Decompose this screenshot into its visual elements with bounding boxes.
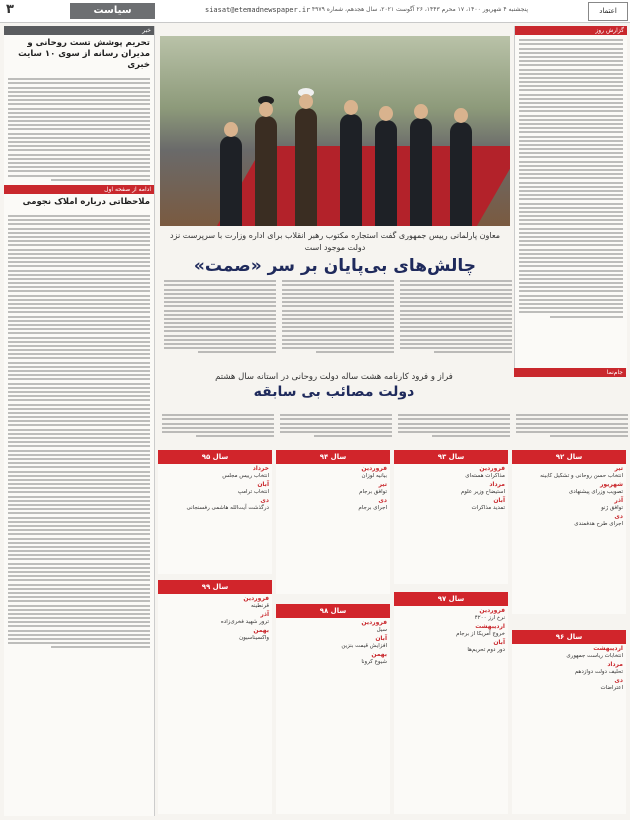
year-month: آبان (493, 639, 505, 646)
lead-body-col (160, 276, 280, 368)
year-header: سال ۹۹ (158, 580, 272, 594)
year-item: بیانیه لوزان (361, 473, 387, 479)
left-story2-title: ملاحظاتی درباره املاک نجومی (22, 196, 150, 207)
band-title: دولت مصائب بی سابقه (253, 384, 415, 400)
date-line: پنجشنبه ۴ شهریور ۱۴۰۰، ۱۷ محرم ۱۴۴۳، ۲۶ آگوست ۲۰۲۱، سال هجدهم، شماره ۴۹۷۹ (311, 6, 529, 13)
newspaper-logo: اعتماد (588, 2, 628, 21)
left-tag-continued: ادامه از صفحه اول (4, 185, 154, 194)
right-column (514, 26, 627, 368)
band-kicker: فراز و فرود کارنامه هشت ساله دولت روحانی در استانه سال هشتم (215, 372, 453, 382)
year-month: دی (614, 677, 623, 684)
intro-col (394, 410, 514, 446)
photo-figure (340, 114, 362, 226)
band-headline (158, 372, 510, 402)
page-header (0, 0, 630, 23)
year-month: فروردین (479, 465, 505, 472)
band-tag: جام‌نما (514, 368, 626, 377)
year-item: قرنطینه (251, 603, 269, 609)
intro-col (276, 410, 396, 446)
lead-headline (160, 230, 510, 278)
intro-col (512, 410, 630, 446)
lead-body-col (396, 276, 516, 368)
year-item: سیل (376, 627, 387, 633)
year-header: سال ۹۵ (158, 450, 272, 464)
photo-figure (295, 108, 317, 226)
year-item: توافق برجام (359, 489, 387, 495)
year-item: اعتراضات (600, 685, 623, 691)
year-month: اردیبهشت (593, 645, 623, 652)
year-month: فروردین (479, 607, 505, 614)
band-intro (158, 410, 626, 442)
year-header: سال ۹۷ (394, 592, 508, 606)
page-number: ۳ (6, 2, 14, 17)
lead-photo (160, 36, 510, 226)
year-item: تحلیف دولت دوازدهم (574, 669, 623, 675)
section-email: siasat@etemadnewspaper.ir (205, 6, 311, 14)
year-item: استیضاح وزیر علوم (460, 489, 505, 495)
year-item: انتخاب ترامپ (237, 489, 269, 495)
year-header: سال ۹۳ (394, 450, 508, 464)
year-month: شهریور (599, 481, 623, 488)
year-month: فروردین (243, 595, 269, 602)
year-month: آبان (257, 481, 269, 488)
photo-figure (375, 120, 397, 226)
lead-body (160, 276, 510, 364)
year-item: تصویب وزرای پیشنهادی (568, 489, 623, 495)
year-month: خرداد (252, 465, 269, 472)
year-header: سال ۹۶ (512, 630, 626, 644)
year-item: درگذشت آیت‌الله هاشمی رفسنجانی (186, 505, 269, 511)
year-month: بهمن (253, 627, 269, 634)
year-month: دی (378, 497, 387, 504)
year-item: انتخابات ریاست جمهوری (566, 653, 623, 659)
photo-figure (220, 136, 242, 226)
year-month: دی (260, 497, 269, 504)
year-month: آذر (614, 497, 623, 504)
band-tag-wrap (514, 368, 626, 377)
year-body (512, 464, 626, 614)
year-month: اردیبهشت (475, 623, 505, 630)
left-tag-news: خبر (4, 26, 154, 35)
year-item: انتخاب حسن روحانی و تشکیل کابینه (540, 473, 623, 479)
year-body (158, 594, 272, 814)
year-month: مرداد (607, 661, 623, 668)
year-body (394, 606, 508, 814)
year-header: سال ۹۴ (276, 450, 390, 464)
year-month: تیر (378, 481, 387, 488)
year-month: آبان (493, 497, 505, 504)
year-month: بهمن (371, 651, 387, 658)
left-story2-body (4, 211, 154, 653)
year-item: شیوع کرونا (361, 659, 387, 665)
year-item: توافق ژنو (601, 505, 623, 511)
photo-figure (410, 118, 432, 226)
right-column-body (515, 35, 627, 322)
year-item: ترور شهید فخری‌زاده (220, 619, 269, 625)
section-label: سیاست (70, 3, 155, 19)
right-tag: گزارش روز (515, 26, 627, 35)
lead-title: چالش‌های بی‌پایان بر سر «صمت» (193, 256, 477, 276)
year-item: واکسیناسیون (239, 635, 269, 641)
year-item: مذاکرات هسته‌ای (465, 473, 505, 479)
year-item: دور دوم تحریم‌ها (467, 647, 505, 653)
year-item: انتخاب رییس مجلس (222, 473, 269, 479)
year-month: آبان (375, 635, 387, 642)
year-item: افزایش قیمت بنزین (341, 643, 387, 649)
year-item: خروج آمریکا از برجام (456, 631, 505, 637)
photo-figure (255, 116, 277, 226)
photo-figure (450, 122, 472, 226)
year-item: تمدید مذاکرات (471, 505, 505, 511)
year-month: فروردین (361, 465, 387, 472)
year-month: فروردین (361, 619, 387, 626)
year-body (394, 464, 508, 584)
left-story-title: تحریم پوشش تست روحانی و مدیران رسانه از سوی ۱۰ سایت خبری (18, 38, 150, 70)
lead-body-col (278, 276, 398, 368)
year-header: سال ۹۲ (512, 450, 626, 464)
lead-kicker: معاون پارلمانی رییس جمهوری گفت استجاره مکتوب رهبر انقلاب برای اداره وزارت با سرپرست نزد دولت موجود است (170, 231, 500, 252)
left-column (4, 26, 155, 816)
year-month: تیر (614, 465, 623, 472)
intro-col (158, 410, 278, 446)
year-body (276, 618, 390, 814)
year-month: مرداد (489, 481, 505, 488)
year-body (158, 464, 272, 574)
year-item: اجرای برجام (358, 505, 387, 511)
year-header: سال ۹۸ (276, 604, 390, 618)
year-item: نرخ ارز ۴۲۰۰ (474, 615, 505, 621)
year-body (512, 644, 626, 814)
year-item: اجرای طرح هدفمندی (574, 521, 623, 527)
year-month: آذر (260, 611, 269, 618)
year-body (276, 464, 390, 594)
left-story-body (4, 74, 154, 185)
year-month: دی (614, 513, 623, 520)
